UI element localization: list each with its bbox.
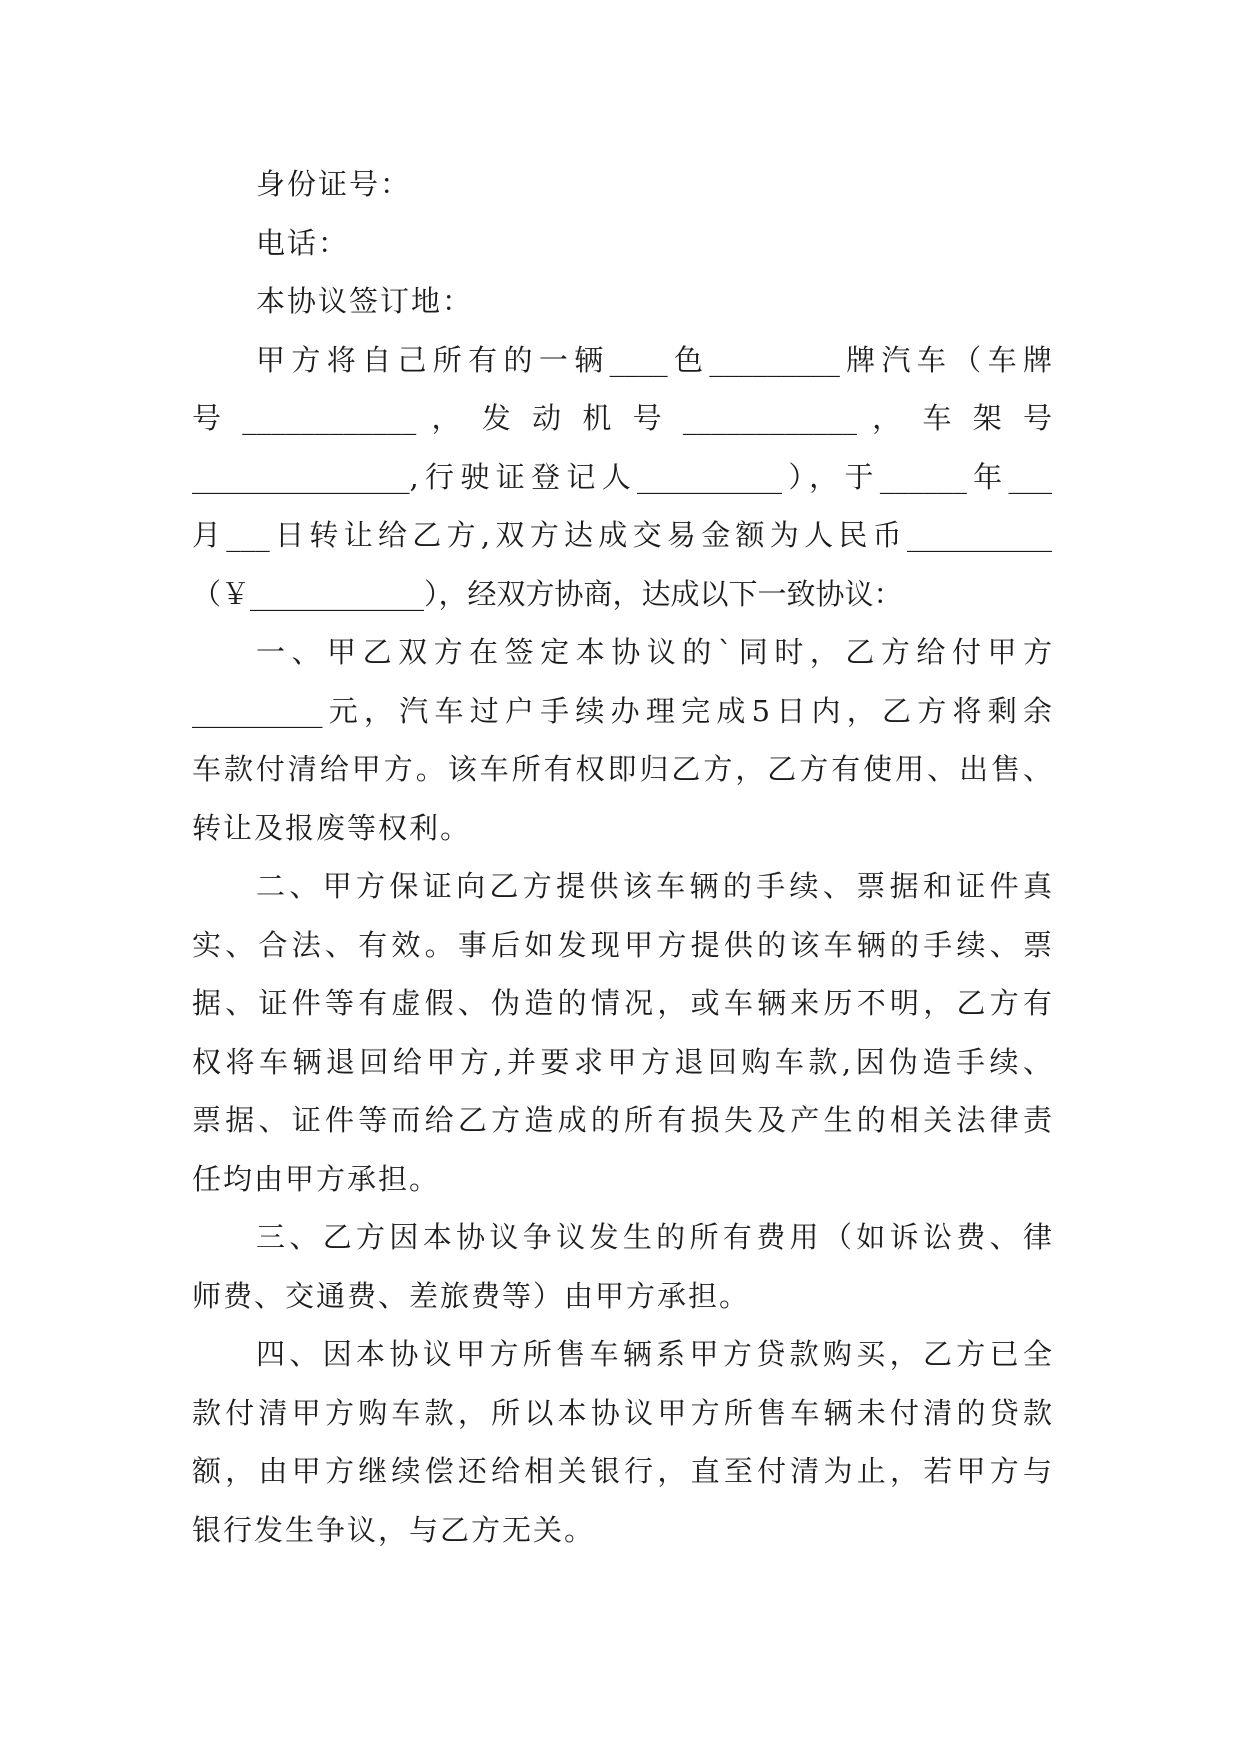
header-fields [192,155,1052,331]
clause-line: 任均由甲方承担。 [192,1161,441,1196]
preamble-line: 甲方将自己所有的一辆____色_________牌汽车（车牌 [256,342,1052,377]
clause-line: 二、甲方保证向乙方提供该车辆的手续、票据和证件真 [256,869,1052,903]
clause-line: 额，由甲方继续偿还给相关银行，直至付清为止，若甲方与 [192,1454,1052,1488]
clause-line: _________元，汽车过户手续办理完成5日内，乙方将剩余 [192,693,1052,728]
preamble-line: 月___日转让给乙方,双方达成交易金额为人民币__________ [192,518,1052,552]
clause-line: 款付清甲方购车款，所以本协议甲方所售车辆未付清的贷款 [192,1395,1052,1430]
clause-3 [192,1208,1052,1325]
signing-place-label: 本协议签订地： [256,284,474,318]
phone-label: 电话： [256,225,350,260]
clause-line: 转让及报废等权利。 [192,810,472,845]
clause-line: 车款付清给甲方。该车所有权即归乙方，乙方有使用、出售、 [192,752,1052,786]
preamble-line: 号 ____________ ， 发 动 机 号 ____________ ， 车 架 号 [192,401,1052,435]
clause-line: 师费、交通费、差旅费等）由甲方承担。 [192,1278,751,1313]
clause-line: 银行发生争议，与乙方无关。 [192,1512,596,1547]
clause-4 [192,1325,1052,1559]
clause-2 [192,857,1052,1208]
clause-line: 据、证件等有虚假、伪造的情况，或车辆来历不明，乙方有 [192,986,1052,1020]
preamble-paragraph [192,331,1052,624]
clause-line: 票据、证件等而给乙方造成的所有损失及产生的相关法律责 [192,1103,1052,1137]
id-number-label: 身份证号： [256,167,412,201]
clause-line: 一、甲乙双方在签定本协议的`同时，乙方给付甲方 [256,635,1052,669]
preamble-line: _______________,行驶证登记人__________），于______年___ [192,459,1052,494]
clause-line: 实、合法、有效。事后如发现甲方提供的该车辆的手续、票 [192,927,1052,962]
clause-1 [192,623,1052,857]
clause-line: 权将车辆退回给甲方,并要求甲方退回购车款,因伪造手续、 [192,1044,1052,1079]
document-body [192,155,1052,1559]
clause-line: 四、因本协议甲方所售车辆系甲方贷款购买，乙方已全 [256,1337,1052,1371]
preamble-line: （￥____________），经双方协商，达成以下一致协议： [192,576,903,611]
clause-line: 三、乙方因本协议争议发生的所有费用（如诉讼费、律 [256,1220,1052,1254]
